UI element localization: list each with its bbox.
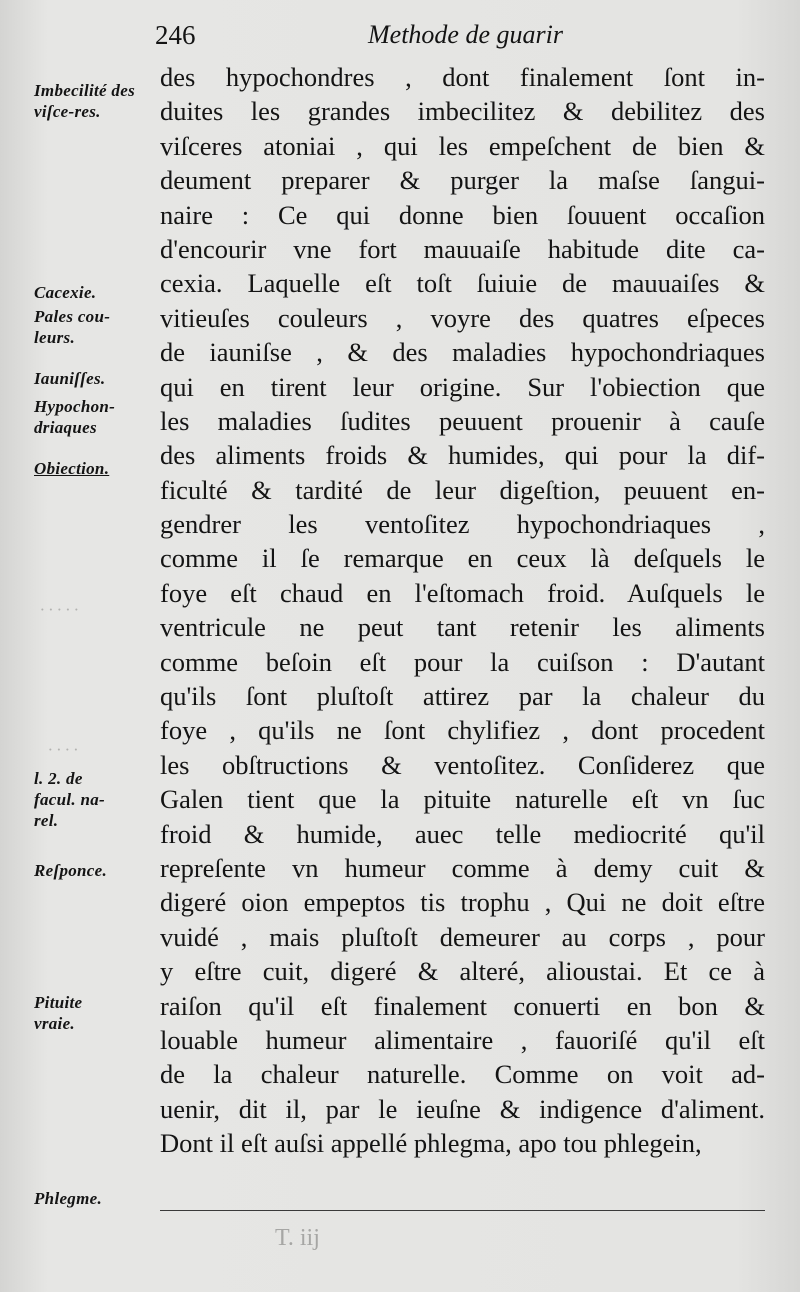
text-line: qui en tirent leur origine. Sur l'obiection que [160, 371, 765, 402]
text-line: deument preparer & purger la maſse ſangui- [160, 165, 765, 196]
text-line: foye eſt chaud en l'eſtomach froid. Auſquels le [160, 577, 765, 608]
text-line: Galen tient que la pituite naturelle eſt vn ſuc [160, 784, 765, 815]
text-line: de la chaleur naturelle. Comme on voit ad- [160, 1059, 765, 1090]
page-number: 246 [155, 20, 196, 50]
margin-note-cacexie: Cacexie. [34, 283, 97, 302]
text-line: des hypochondres , dont finalement ſont in- [160, 62, 765, 92]
text-line: naire : Ce qui donne bien ſouuent occaſion [160, 199, 765, 230]
margin-note-responce: Reſponce. [34, 861, 108, 880]
text-line: comme il ſe remarque en ceux là deſquels le [160, 543, 765, 574]
text-line: comme beſoin eſt pour la cuiſson : D'autant [160, 646, 765, 677]
text-line: duites les grandes imbecilitez & debilitez des [160, 96, 765, 127]
bottom-rule [160, 1210, 765, 1211]
text-line: Dont il eſt auſsi appellé phlegma, apo tou phlegein, [160, 1128, 702, 1159]
text-line: des aliments froids & humides, qui pour la dif- [160, 440, 765, 471]
running-title: Methode de guarir [368, 20, 563, 49]
bleed-through-mark: · · · · · [40, 600, 79, 619]
text-line: d'encourir vne fort mauuaiſe habitude dite ca- [160, 233, 765, 264]
page-header [0, 12, 800, 56]
text-line: louable humeur alimentaire , fauoriſé qu'il eſt [160, 1024, 765, 1055]
margin-note-hypochondriaques: Hypochon-driaques [34, 397, 116, 437]
margin-note-reference: l. 2. de facul. na-rel. [34, 769, 105, 830]
text-line: viſceres atoniai , qui les empeſchent de bien & [160, 130, 765, 161]
text-line: ficulté & tardité de leur digeſtion, peuuent en- [160, 474, 765, 505]
margin-note-imbecilite: Imbecilité des viſce-res. [34, 81, 135, 121]
margin-note-pituite-vraie: Pituite vraie. [34, 993, 83, 1033]
margin-note-phlegme: Phlegme. [34, 1189, 103, 1208]
signature-mark: T. iij [275, 1225, 320, 1251]
text-line: les obſtructions & ventoſitez. Conſiderez que [160, 749, 765, 780]
text-line: uenir, dit il, par le ieuſne & indigence d'aliment. [160, 1093, 765, 1124]
margin-note-pales-couleurs: Pales cou-leurs. [34, 307, 111, 347]
text-line: gendrer les ventoſitez hypochondriaques , [160, 509, 765, 540]
text-line: raiſon qu'il eſt finalement conuerti en bon & [160, 990, 765, 1021]
text-line: ventricule ne peut tant retenir les aliments [160, 612, 765, 643]
text-line: qu'ils ſont pluſtoſt attirez par la chaleur du [160, 681, 765, 712]
text-line: foye , qu'ils ne ſont chylifiez , dont procedent [160, 715, 765, 746]
text-line: de iauniſse , & des maladies hypochondriaques [160, 337, 765, 368]
text-line: vitieuſes couleurs , voyre des quatres eſpeces [160, 302, 765, 333]
margin-note-obiection: Obiection. [34, 459, 110, 478]
text-line: cexia. Laquelle eſt toſt ſuiuie de mauuaiſes & [160, 268, 765, 299]
text-line: les maladies ſudites peuuent prouenir à cauſe [160, 405, 765, 436]
body-text [160, 60, 765, 1161]
text-line: repreſente vn humeur comme à demy cuit & [160, 852, 765, 883]
text-line: digeré oion empeptos tis trophu , Qui ne doit eſtre [160, 887, 765, 918]
margin-note-iaunisses: Iauniſſes. [34, 369, 106, 388]
bleed-through-mark: · · · · [48, 740, 78, 759]
text-line: froid & humide, auec telle mediocrité qu'il [160, 818, 765, 849]
text-line: vuidé , mais pluſtoſt demeurer au corps , pour [160, 921, 765, 952]
text-line: y eſtre cuit, digeré & alteré, alioustai. Et ce à [160, 956, 765, 987]
